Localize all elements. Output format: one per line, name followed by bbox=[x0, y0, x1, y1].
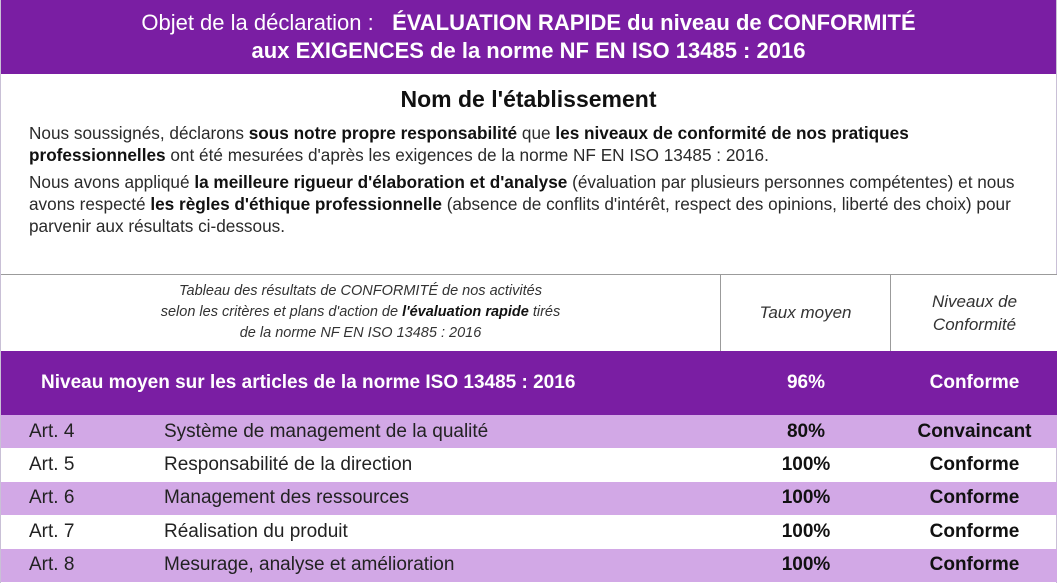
header-line-2: aux EXIGENCES de la norme NF EN ISO 13485 : 2016 bbox=[251, 38, 806, 63]
header-desc-line-1: Tableau des résultats de CONFORMITÉ de nos activités bbox=[179, 283, 542, 299]
summary-level: Conforme bbox=[929, 372, 1020, 393]
summary-row bbox=[1, 351, 1057, 415]
header-desc-line-2-before: selon les critères et plans d'action de bbox=[160, 304, 403, 320]
article-rate: 80% bbox=[786, 420, 826, 442]
table-row bbox=[1, 482, 1057, 515]
header-desc-line-2-bold: l'évaluation rapide bbox=[402, 304, 529, 320]
article-title: Management des ressources bbox=[164, 487, 410, 509]
article-level: Conforme bbox=[929, 454, 1020, 476]
emphasis-text: les niveaux de conformité de nos pratiques professionnelles bbox=[29, 123, 909, 165]
header-prefix: Objet de la déclaration : bbox=[141, 10, 374, 35]
article-number: Art. 7 bbox=[29, 520, 75, 542]
article-title: Réalisation du produit bbox=[164, 520, 348, 542]
summary-rate: 96% bbox=[786, 372, 826, 393]
body-text: ont été mesurées d'après les exigences de la norme NF EN ISO 13485 : 2016. bbox=[165, 145, 769, 165]
emphasis-text: sous notre propre responsabilité bbox=[248, 123, 518, 143]
article-title: Mesurage, analyse et amélioration bbox=[164, 554, 455, 576]
header-line-1 bbox=[1, 9, 1056, 37]
emphasis-text: les règles d'éthique professionnelle bbox=[150, 194, 442, 214]
body-text: (évaluation par plusieurs personnes compétentes) et nous avons respecté bbox=[29, 172, 1015, 214]
header-title: ÉVALUATION RAPIDE du niveau de CONFORMITÉ bbox=[392, 10, 916, 35]
header-description-cell bbox=[1, 275, 721, 351]
article-title: Système de management de la qualité bbox=[164, 420, 489, 442]
body-text: Nous soussignés, déclarons bbox=[29, 123, 249, 143]
results-table-header bbox=[1, 274, 1057, 351]
body-text: Nous avons appliqué bbox=[29, 172, 195, 192]
article-title: Responsabilité de la direction bbox=[164, 454, 413, 476]
article-rows bbox=[1, 415, 1057, 582]
article-level: Conforme bbox=[929, 554, 1020, 576]
table-row bbox=[1, 515, 1057, 548]
body-text: (absence de conflits d'intérêt, respect des opinions, liberté des choix) pour parvenir aux résultats ci-dessous. bbox=[29, 194, 1011, 236]
article-rate: 100% bbox=[781, 487, 831, 509]
article-level: Conforme bbox=[929, 487, 1020, 509]
article-number: Art. 8 bbox=[29, 554, 75, 576]
header-rate-cell: Taux moyen bbox=[721, 275, 891, 351]
intro-paragraph-2 bbox=[29, 171, 1028, 237]
article-number: Art. 5 bbox=[29, 454, 75, 476]
intro-paragraph-1 bbox=[29, 122, 1028, 166]
establishment-name: Nom de l'établissement bbox=[400, 86, 657, 112]
header-desc-line-2 bbox=[1, 302, 720, 323]
declaration-intro bbox=[1, 114, 1056, 237]
article-rate: 100% bbox=[781, 520, 831, 542]
emphasis-text: la meilleure rigueur d'élaboration et d'analyse bbox=[194, 172, 568, 192]
article-level: Conforme bbox=[929, 520, 1020, 542]
header-desc-line-3: de la norme NF EN ISO 13485 : 2016 bbox=[239, 325, 482, 341]
table-row bbox=[1, 448, 1057, 481]
article-level: Convaincant bbox=[917, 420, 1032, 442]
declaration-header bbox=[1, 0, 1056, 74]
table-row bbox=[1, 415, 1057, 448]
table-row bbox=[1, 549, 1057, 582]
summary-label: Niveau moyen sur les articles de la norme ISO 13485 : 2016 bbox=[41, 372, 576, 393]
article-number: Art. 6 bbox=[29, 487, 75, 509]
header-level-line-2: Conformité bbox=[932, 315, 1017, 334]
header-desc-line-2-after: tirés bbox=[528, 304, 561, 320]
header-level-cell bbox=[891, 275, 1057, 351]
body-text: que bbox=[517, 123, 556, 143]
article-rate: 100% bbox=[781, 554, 831, 576]
header-level-line-1: Niveaux de bbox=[931, 292, 1018, 311]
article-number: Art. 4 bbox=[29, 420, 75, 442]
article-rate: 100% bbox=[781, 454, 831, 476]
